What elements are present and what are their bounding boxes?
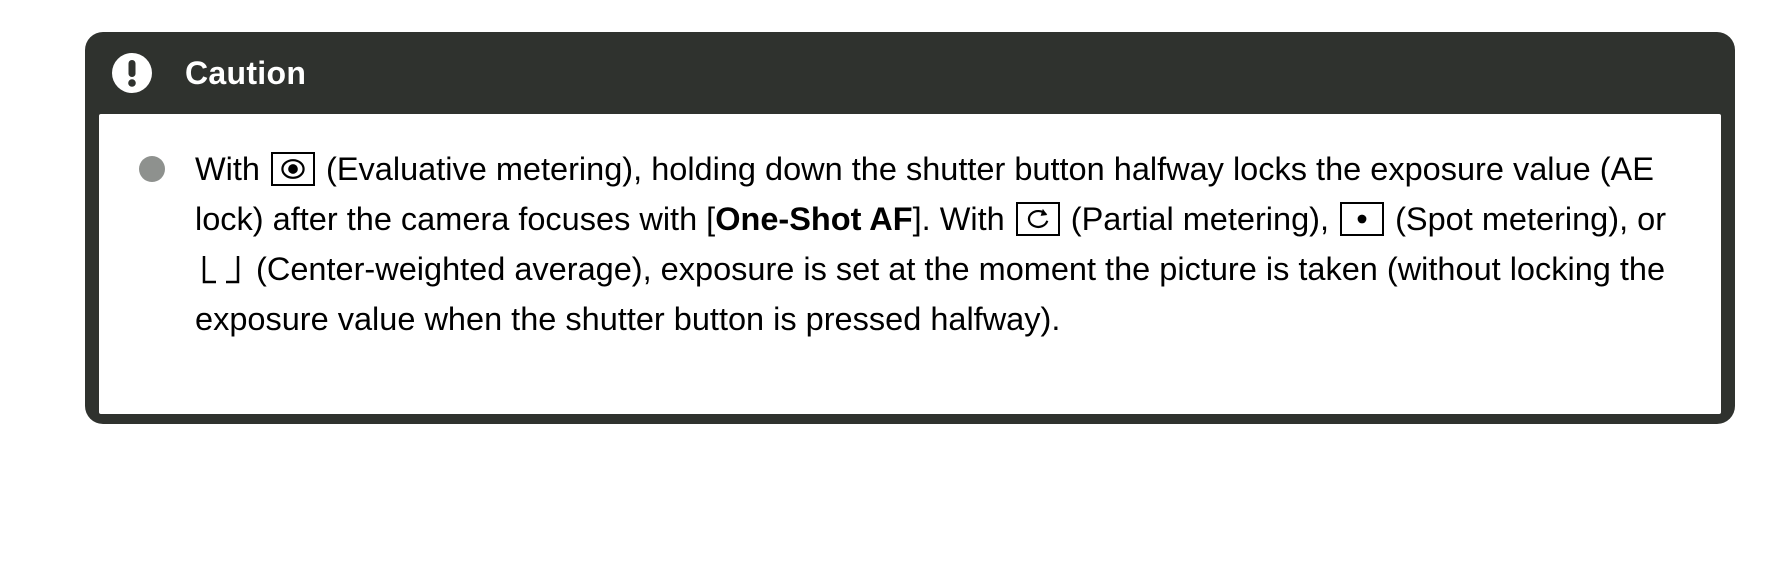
text-segment-2: (Evaluative metering), holding down the shutter button halfway locks the exposure value (AE lock) after the camera focuses with [ <box>195 151 1654 237</box>
bold-one-shot-af: One-Shot AF <box>715 201 913 237</box>
caution-body <box>99 114 1721 414</box>
text-segment-1: With <box>195 151 270 187</box>
text-segment-5: (Spot metering), or <box>1386 201 1667 237</box>
spot-metering-icon <box>1340 202 1384 236</box>
partial-metering-icon <box>1016 202 1060 236</box>
list-item <box>125 144 1695 344</box>
text-segment-3: ]. With <box>912 201 1014 237</box>
text-segment-6: (Center-weighted average), exposure is set at the moment the picture is taken (without locking the exposure value when the shutter button is pressed halfway). <box>195 251 1666 337</box>
caution-title: Caution <box>185 55 307 91</box>
caution-callout <box>85 32 1735 424</box>
caution-header <box>85 32 1735 114</box>
bullet-dot-icon <box>139 156 165 182</box>
center-weighted-average-metering-icon <box>197 252 245 286</box>
text-segment-4: (Partial metering), <box>1061 201 1339 237</box>
caution-paragraph <box>195 144 1695 344</box>
caution-exclamation-icon <box>111 52 153 94</box>
evaluative-metering-icon <box>271 152 315 186</box>
